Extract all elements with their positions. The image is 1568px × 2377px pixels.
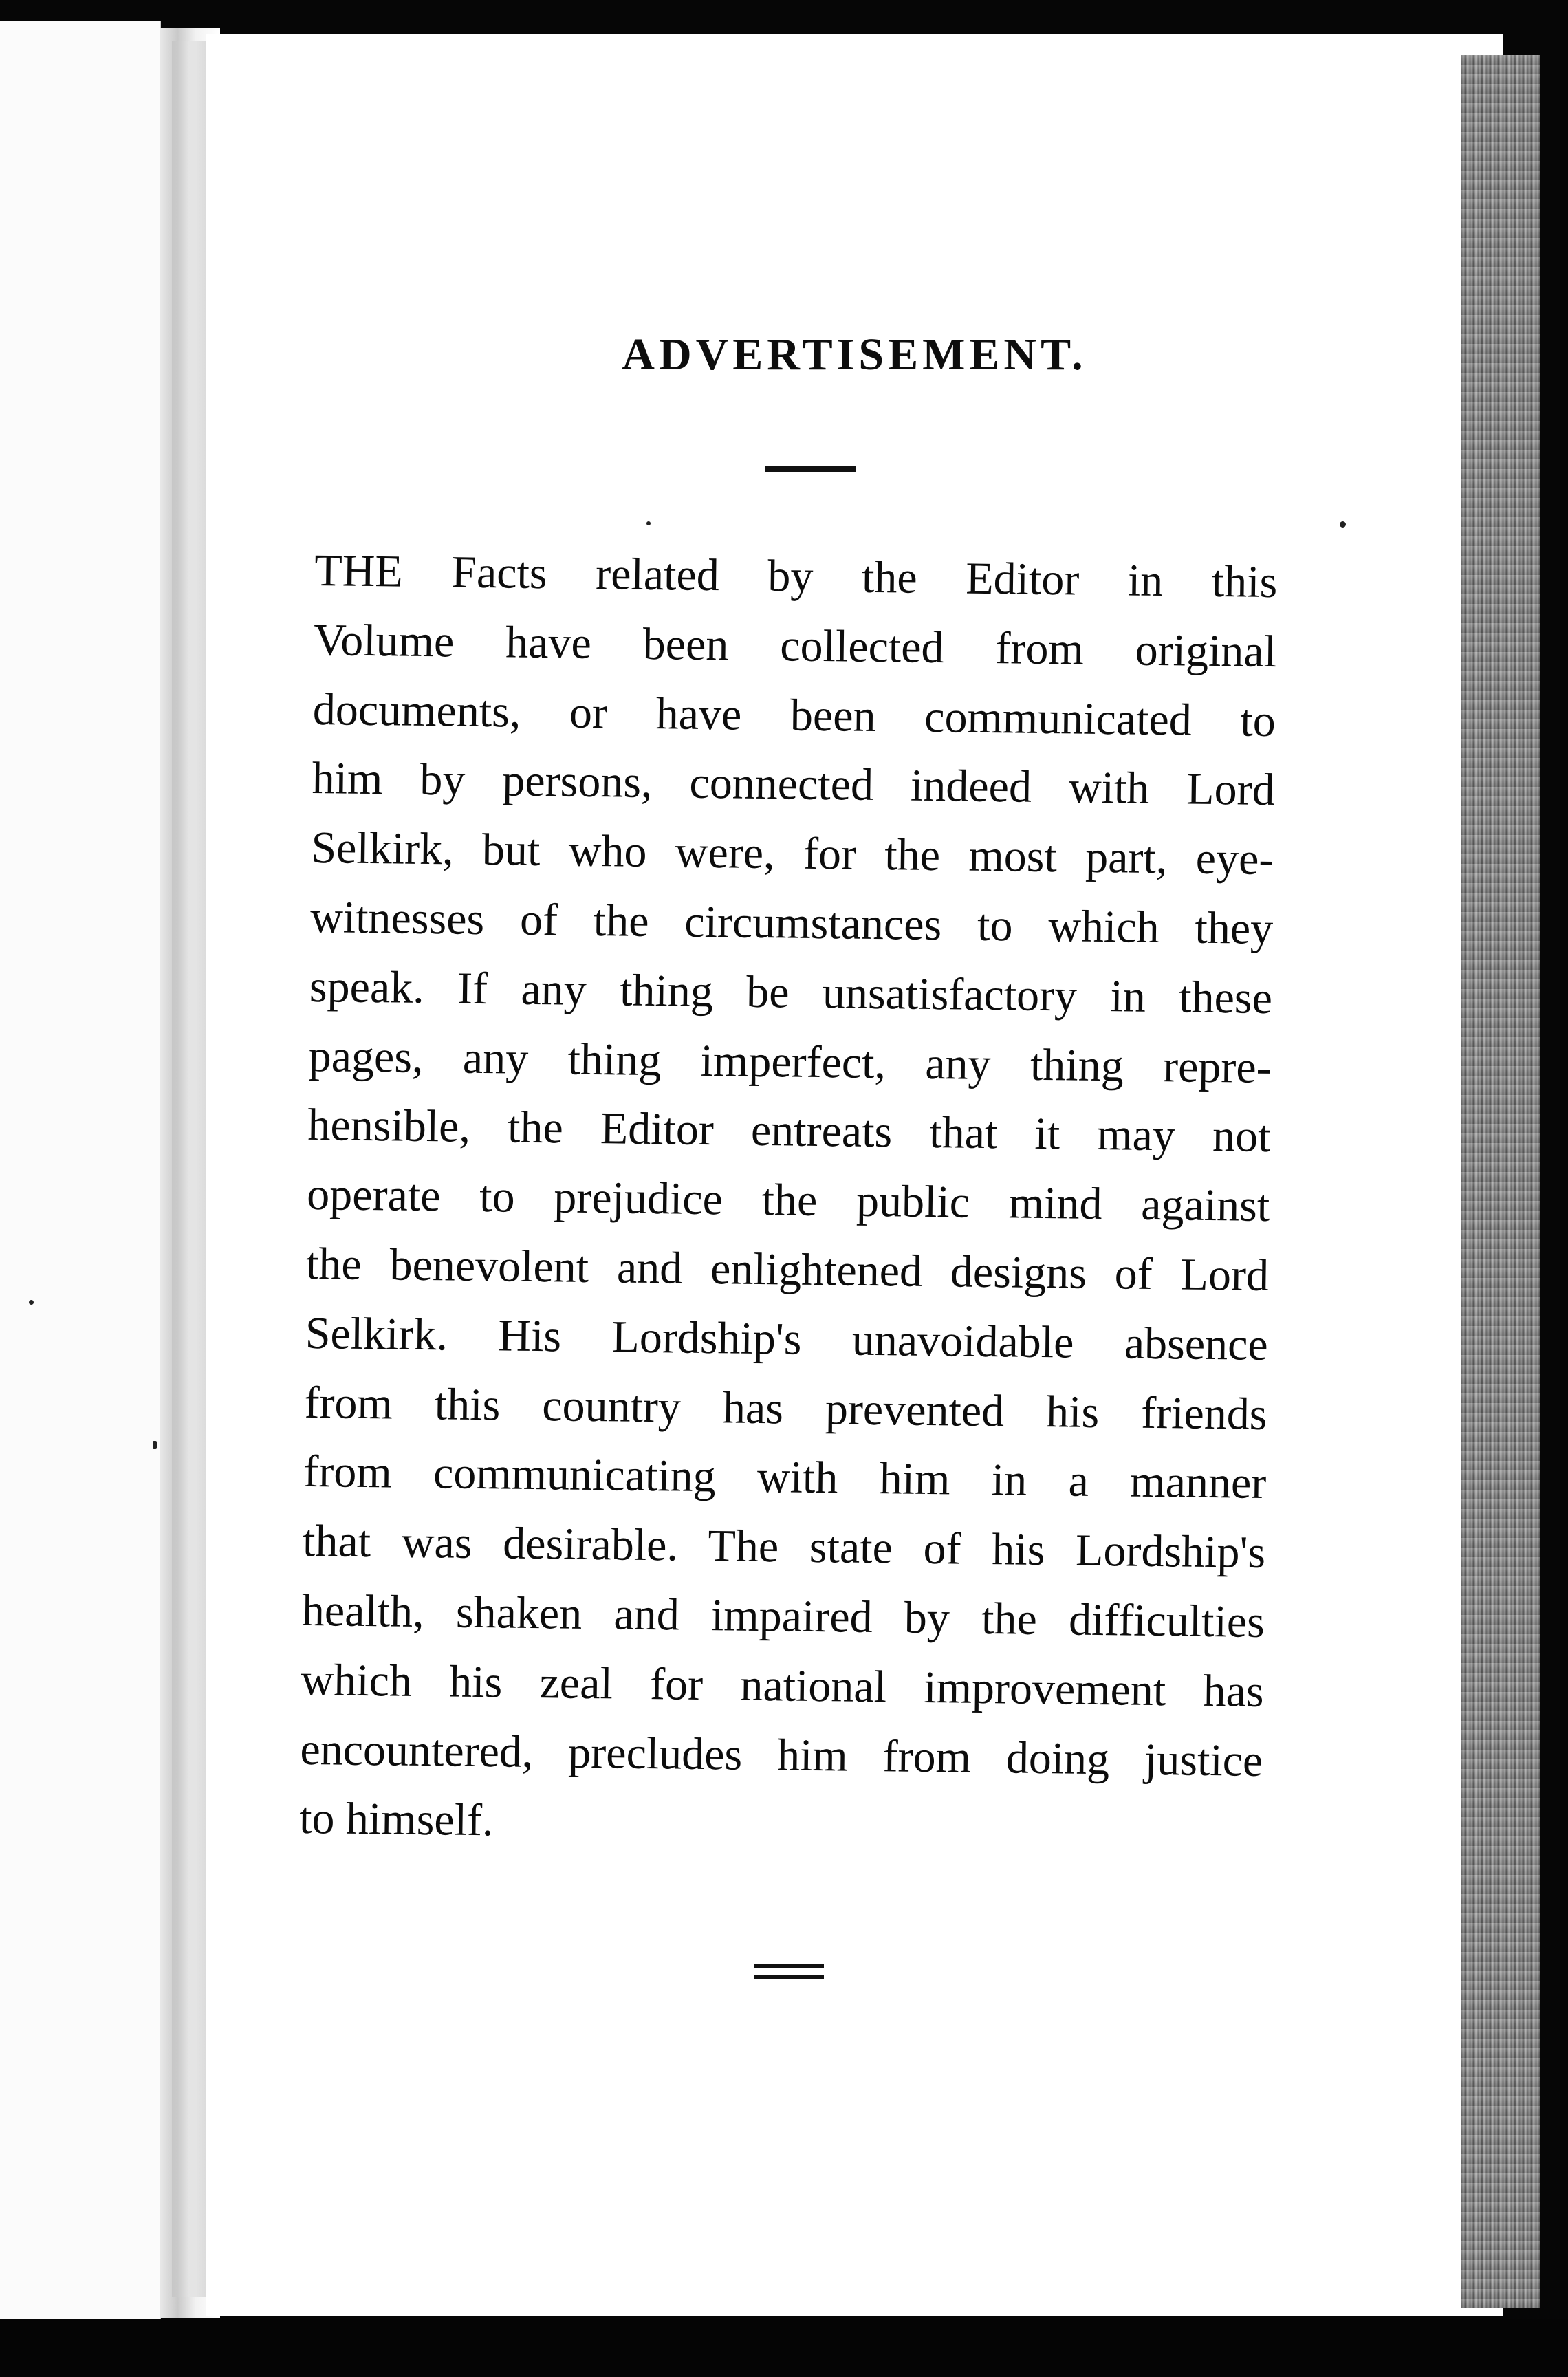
ink-speck (646, 521, 651, 525)
gutter-shadow (172, 41, 206, 2297)
text-line: pages, any thing imperfect, any thing repre- (308, 1030, 1272, 1093)
text-line: that was desirable. The state of his Lordship's (302, 1516, 1266, 1578)
text-line: from communicating with him in a manner (303, 1446, 1267, 1509)
page-edges-texture (1461, 55, 1540, 2308)
text-line: Selkirk. His Lordship's unavoidable absence (305, 1307, 1269, 1370)
text-line: operate to prejudice the public mind against (306, 1169, 1270, 1232)
text-line: the benevolent and enlightened designs of Lord (305, 1238, 1270, 1301)
closing-double-rule-top (754, 1964, 824, 1968)
ink-speck (1340, 521, 1346, 528)
text-line: documents, or have been communicated to (312, 684, 1276, 746)
advertisement-text (299, 536, 1278, 1865)
text-line: THE Facts related by the Editor in this (314, 545, 1278, 608)
text-line: health, shaken and impaired by the difficulties (301, 1585, 1265, 1647)
text-line: hensible, the Editor entreats that it may not (307, 1100, 1271, 1162)
heading-rule (765, 466, 856, 472)
closing-double-rule-bottom (754, 1975, 824, 1979)
text-line: which his zeal for national improvement has (301, 1654, 1265, 1717)
text-line: Volume have been collected from original (313, 614, 1277, 677)
text-line: from this country has prevented his friends (304, 1377, 1267, 1440)
ink-speck (153, 1441, 157, 1449)
text-line: speak. If any thing be unsatisfactory in these (309, 961, 1273, 1023)
text-line: encountered, precludes him from doing justice (300, 1724, 1263, 1786)
page-heading: ADVERTISEMENT. (622, 329, 1087, 380)
ink-speck (29, 1300, 34, 1305)
scan-bottom-border (0, 2319, 1568, 2377)
text-line: him by persons, connected indeed with Lord (312, 753, 1276, 816)
text-line: to himself. (298, 1793, 494, 1846)
facing-page (0, 21, 161, 2321)
text-line: Selkirk, but who were, for the most part, eye- (311, 823, 1274, 885)
text-line: witnesses of the circumstances to which they (309, 891, 1274, 955)
